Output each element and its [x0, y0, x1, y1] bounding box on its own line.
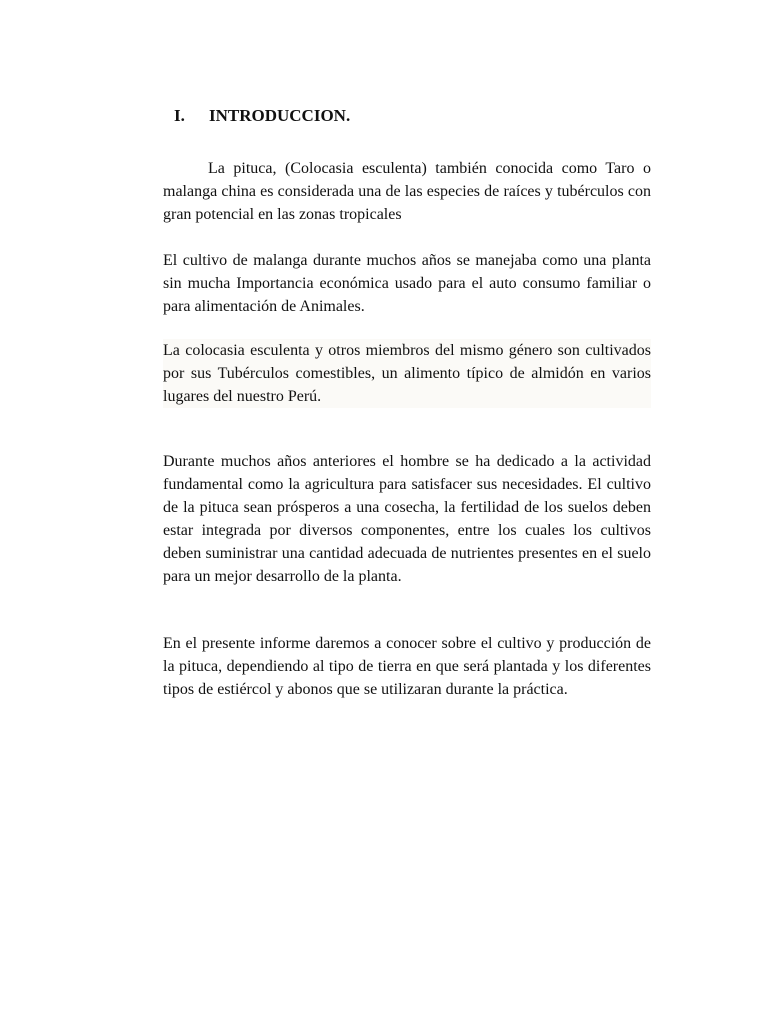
section-number: I.: [174, 106, 185, 125]
paragraph-malanga: El cultivo de malanga durante muchos años se manejaba como una planta sin mucha Importancia económica usado para el auto consumo familiar o para alimentación de Animales.: [163, 252, 651, 315]
section-heading: [174, 105, 350, 127]
section-title: INTRODUCCION.: [209, 106, 351, 125]
paragraph-colocasia: La colocasia esculenta y otros miembros del mismo género son cultivados por sus Tubérculos comestibles, un alimento típico de almidón en varios lugares del nuestro Perú.: [163, 339, 651, 408]
paragraph-informe: En el presente informe daremos a conocer sobre el cultivo y producción de la pituca, dependiendo al tipo de tierra en que será plantada y los diferentes tipos de estiércol y abonos que se utilizaran durante la práctica.: [163, 635, 651, 698]
paragraph-agricultura: Durante muchos años anteriores el hombre se ha dedicado a la actividad fundamental como la agricultura para satisfacer sus necesidades. El cultivo de la pituca sean prósperos a una cosecha, la fertilidad de los suelos deben estar integrada por diversos componentes, entre los cuales los cultivos deben suministrar una cantidad adecuada de nutrientes presentes en el suelo para un mejor desarrollo de la planta.: [163, 453, 651, 585]
paragraph-intro: La pituca, (Colocasia esculenta) también conocida como Taro o malanga china es considerada una de las especies de raíces y tubérculos con gran potencial en las zonas tropicales: [163, 160, 651, 223]
